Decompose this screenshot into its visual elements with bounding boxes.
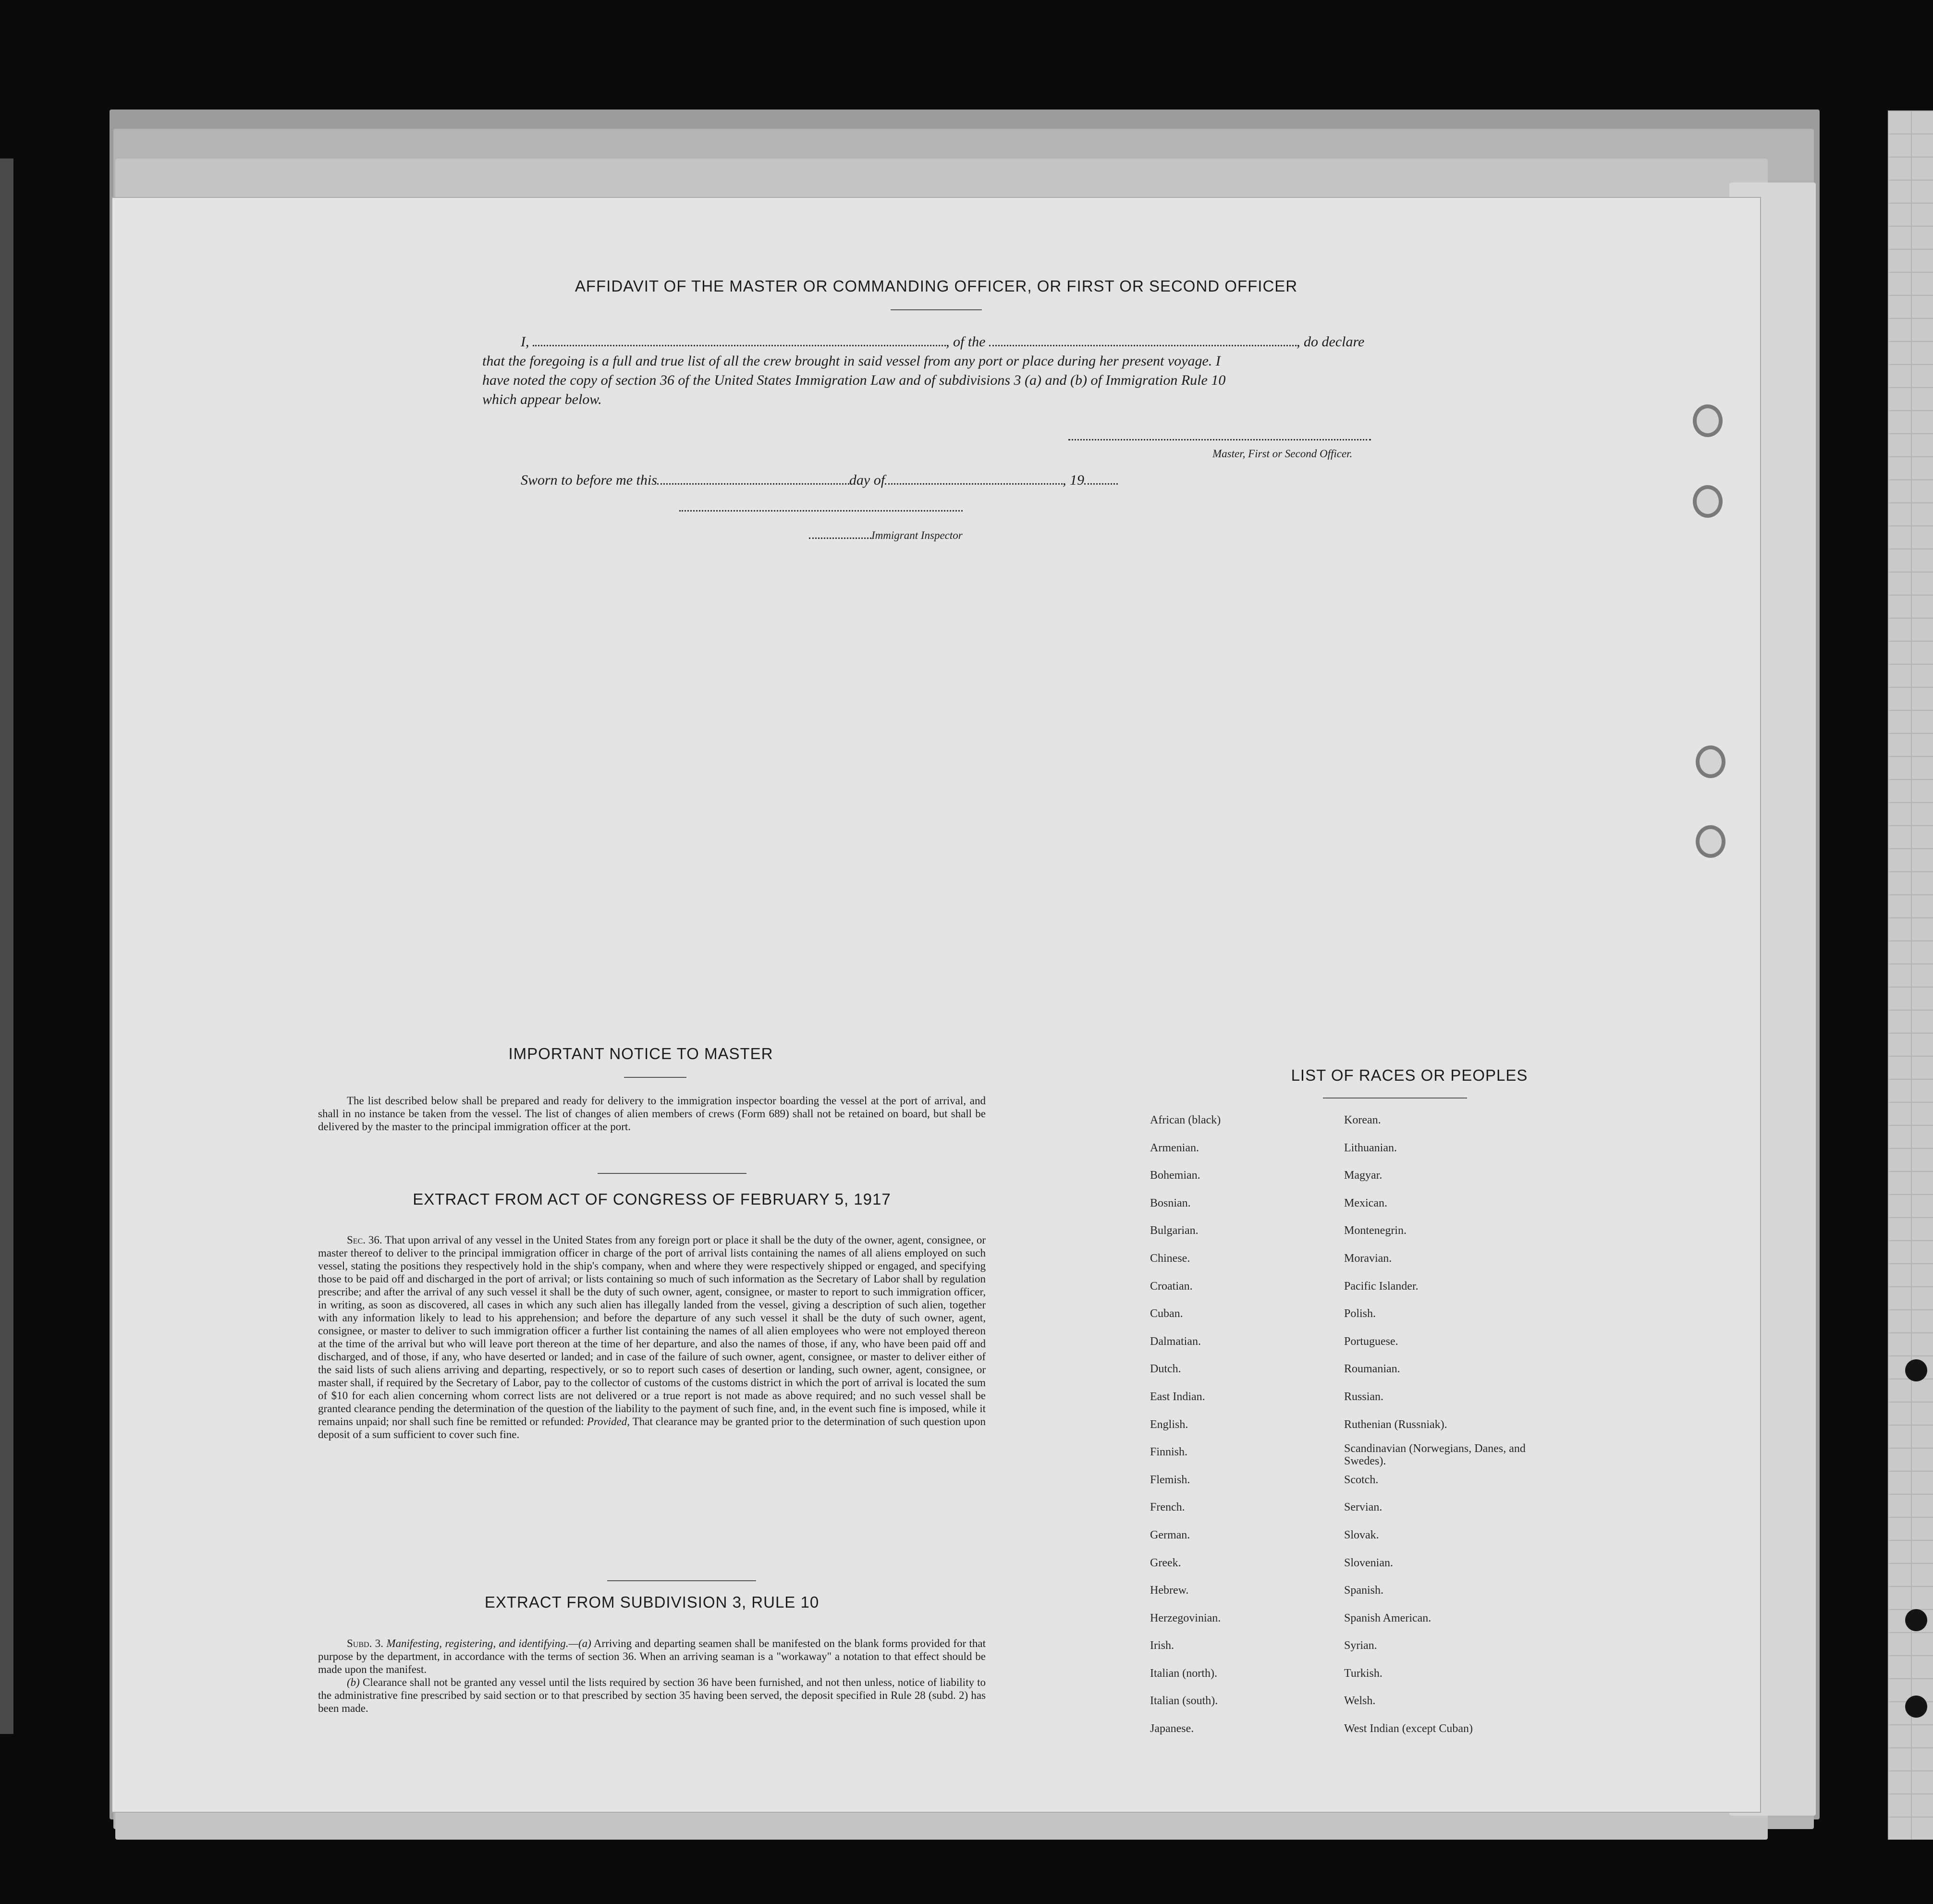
race-item: Irish. bbox=[1150, 1639, 1174, 1652]
sworn-day-of: day of bbox=[849, 472, 885, 488]
race-item: Cuban. bbox=[1150, 1307, 1183, 1320]
race-item: Portuguese. bbox=[1344, 1335, 1398, 1348]
race-item: African (black) bbox=[1150, 1114, 1221, 1126]
race-item: English. bbox=[1150, 1418, 1188, 1431]
punch-hole bbox=[1696, 825, 1725, 858]
race-item: Dutch. bbox=[1150, 1363, 1181, 1376]
sworn-line bbox=[521, 471, 1118, 490]
race-item: Bulgarian. bbox=[1150, 1224, 1199, 1237]
race-item: Chinese. bbox=[1150, 1252, 1190, 1265]
divider bbox=[624, 1077, 686, 1078]
race-item: Italian (north). bbox=[1150, 1667, 1217, 1680]
notice-text: The list described below shall be prepared and ready for delivery to the immigration inspector boarding the vessel at the port of arrival, and shall in no instance be taken from the vessel. The list of changes of alien members of crews (Form 689) shall not be retained on board, but shall be delivered by the master to the principal immigration officer at the port. bbox=[318, 1095, 986, 1133]
race-item: French. bbox=[1150, 1501, 1185, 1514]
race-item: Spanish. bbox=[1344, 1584, 1384, 1597]
races-title: LIST OF RACES OR PEOPLES bbox=[1291, 1066, 1528, 1084]
race-item: Bosnian. bbox=[1150, 1196, 1191, 1209]
race-item: German. bbox=[1150, 1528, 1190, 1541]
races-column-1 bbox=[1150, 1111, 1333, 1747]
affidavit-line-3: have noted the copy of section 36 of the United States Immigration Law and of subdivisions 3 (a) and (b) of Immigration Rule 10 bbox=[482, 372, 1226, 388]
divider bbox=[607, 1580, 756, 1581]
race-item: Hebrew. bbox=[1150, 1584, 1189, 1597]
sworn-day-blank[interactable] bbox=[657, 473, 849, 485]
divider bbox=[598, 1173, 746, 1174]
race-item: Italian (south). bbox=[1150, 1695, 1218, 1708]
subd-para-a: Arriving and departing seamen shall be manifested on the blank forms provided for that purpose by the department, in accordance with the terms of section 36. When an arriving seaman is a "workaway" a notation to that effect should be made upon the manifest. bbox=[318, 1637, 986, 1675]
race-item: Magyar. bbox=[1344, 1169, 1382, 1182]
race-item: Syrian. bbox=[1344, 1639, 1377, 1652]
sworn-year-blank[interactable] bbox=[1084, 473, 1118, 485]
race-item: Servian. bbox=[1344, 1501, 1382, 1514]
master-signature-label: Master, First or Second Officer. bbox=[1212, 448, 1353, 460]
provided-text: That clearance may be granted prior to the determination of such question upon deposit of a sum sufficient to cover such fine. bbox=[318, 1416, 986, 1440]
notice-title: IMPORTANT NOTICE TO MASTER bbox=[508, 1045, 773, 1062]
punch-hole bbox=[1696, 745, 1725, 778]
affidavit-line-4: which appear below. bbox=[482, 391, 602, 407]
race-item: Russian. bbox=[1344, 1390, 1384, 1403]
punch-hole bbox=[1693, 485, 1723, 518]
affidavit-declare: , do declare bbox=[1297, 334, 1365, 350]
subd-para-b: Clearance shall not be granted any vessel until the lists required by section 36 have been furnished, and not then unless, notice of liability to the administrative fine prescribed by said section or to that prescribed by section 35 having been served, the deposit specified in Rule 28 (subd. 2) has been made. bbox=[318, 1676, 986, 1714]
race-item: Mexican. bbox=[1344, 1196, 1387, 1209]
race-item: Moravian. bbox=[1344, 1252, 1392, 1265]
adjacent-page-right-edge bbox=[1888, 110, 1933, 1840]
race-item: Welsh. bbox=[1344, 1695, 1376, 1708]
race-item: Dalmatian. bbox=[1150, 1335, 1201, 1348]
act-extract-title: EXTRACT FROM ACT OF CONGRESS OF FEBRUARY 5, 1917 bbox=[413, 1190, 891, 1208]
race-item: Lithuanian. bbox=[1344, 1141, 1397, 1154]
inspector-signature-line[interactable] bbox=[679, 510, 963, 512]
sec-36-label: Sec. 36. bbox=[347, 1234, 382, 1246]
subd-label: Subd. 3. bbox=[347, 1637, 383, 1649]
sworn-prefix: Sworn to before me this bbox=[521, 472, 657, 488]
affidavit-title: AFFIDAVIT OF THE MASTER OR COMMANDING OFFICER, OR FIRST OR SECOND OFFICER bbox=[575, 277, 1298, 295]
name-blank[interactable] bbox=[533, 334, 946, 346]
race-item: Korean. bbox=[1344, 1114, 1381, 1126]
affidavit-line-2: that the foregoing is a full and true list of all the crew brought in said vessel from any port or place during her present voyage. I bbox=[482, 353, 1221, 369]
sworn-month-blank[interactable] bbox=[885, 473, 1063, 485]
races-column-2 bbox=[1344, 1111, 1551, 1747]
provided-label: Provided, bbox=[587, 1416, 630, 1428]
race-item: Croatian. bbox=[1150, 1280, 1193, 1293]
inspector-label: Immigrant Inspector bbox=[809, 529, 963, 542]
affidavit-of-the: , of the bbox=[946, 334, 986, 350]
race-item: Turkish. bbox=[1344, 1667, 1382, 1680]
rule-extract-title: EXTRACT FROM SUBDIVISION 3, RULE 10 bbox=[484, 1593, 820, 1611]
sworn-year: , 19 bbox=[1063, 472, 1085, 488]
sec-36-text: That upon arrival of any vessel in the United States from any foreign port or place it shall be the duty of the owner, agent, consignee, or master thereof to deliver to the principal immigration officer in charge of the port of arrival lists containing the names of all aliens employed on such vessel, stating the positions they respectively hold in the ship's company, when and where they were respectively shipped or engaged, and specifying those to be paid off and discharged in the port of arrival; or lists containing so much of such information as the Secretary of Labor shall by regulation prescribe; and after the arrival of any such vessel it shall be the duty of such owner, agent, consignee, or master to report to such immigration officer, in writing, as soon as discovered, all cases in which any such alien has illegally landed from the vessel, giving a description of such alien, together with any information likely to lead to his apprehension; and before the departure of any such vessel it shall be the duty of such owner, agent, consignee, or master to deliver to such immigration officer a further list containing the names of all alien employees who were not employed thereon at the time of the arrival but who will leave port thereon at the time of her departure, and also the names of those, if any, who have been paid off and discharged, and of those, if any, who have deserted or landed; and in case of the failure of such owner, agent, consignee, or master to deliver either of the said lists of such aliens arriving and departing, respectively, or so to report such cases of desertion or landing, such owner, agent, consignee, or master shall, if required by the Secretary of Labor, pay to the collector of customs of the customs district in which the port of arrival is located the sum of $10 for each alien concerning whom correct lists are not delivered or a true report is not made as above required; and no such vessel shall be granted clearance pending the determination of the question of the liability to the payment of such fine, and, in the event such fine is imposed, while it remains unpaid; nor shall such fine be remitted or refunded: bbox=[318, 1234, 986, 1428]
subd-heading: Manifesting, registering, and identifying.—(a) bbox=[386, 1637, 591, 1649]
race-item: West Indian (except Cuban) bbox=[1344, 1722, 1473, 1735]
race-item: Pacific Islander. bbox=[1344, 1280, 1419, 1293]
race-item: Flemish. bbox=[1150, 1473, 1190, 1486]
affidavit-i: I, bbox=[521, 334, 529, 350]
affidavit-declaration bbox=[482, 332, 1525, 409]
race-item: Herzegovinian. bbox=[1150, 1611, 1221, 1624]
race-item: Polish. bbox=[1344, 1307, 1376, 1320]
act-extract-text bbox=[318, 1233, 986, 1441]
race-item: Japanese. bbox=[1150, 1722, 1194, 1735]
race-item: Spanish American. bbox=[1344, 1611, 1431, 1624]
subd-para-b-label: (b) bbox=[347, 1676, 360, 1688]
punch-hole bbox=[1693, 404, 1723, 437]
race-item: East Indian. bbox=[1150, 1390, 1205, 1403]
race-item: Roumanian. bbox=[1344, 1363, 1400, 1376]
race-item: Ruthenian (Russniak). bbox=[1344, 1418, 1447, 1431]
race-item: Finnish. bbox=[1150, 1446, 1188, 1459]
rule-extract-text bbox=[318, 1637, 986, 1715]
race-item: Scandinavian (Norwegians, Danes, and Swedes). bbox=[1344, 1442, 1526, 1468]
master-signature-line[interactable] bbox=[1068, 439, 1371, 440]
race-item: Greek. bbox=[1150, 1556, 1181, 1569]
race-item: Armenian. bbox=[1150, 1141, 1199, 1154]
race-item: Scotch. bbox=[1344, 1473, 1379, 1486]
manifest-back-page bbox=[112, 198, 1760, 1812]
race-item: Montenegrin. bbox=[1344, 1224, 1407, 1237]
vessel-blank[interactable] bbox=[989, 334, 1297, 346]
race-item: Slovenian. bbox=[1344, 1556, 1393, 1569]
race-item: Slovak. bbox=[1344, 1528, 1379, 1541]
race-item: Bohemian. bbox=[1150, 1169, 1200, 1182]
adjacent-page-left-edge bbox=[0, 159, 13, 1734]
divider bbox=[891, 309, 982, 310]
